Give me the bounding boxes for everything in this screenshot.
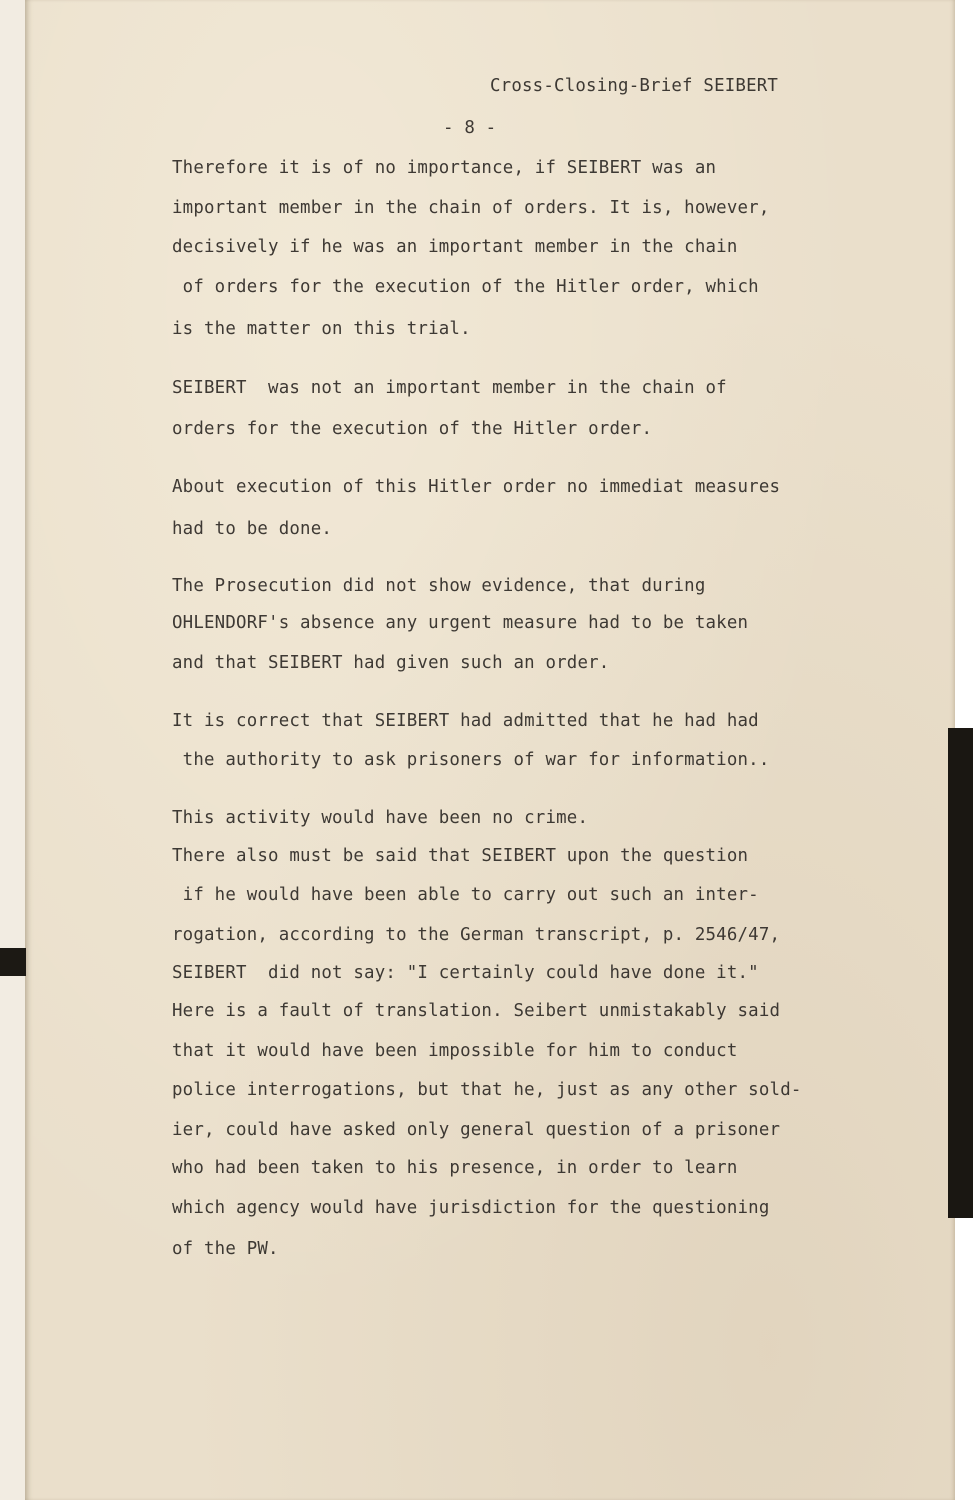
text-line: rogation, according to the German transcript, p. 2546/47, <box>172 925 781 945</box>
text-line: who had been taken to his presence, in order to learn <box>172 1158 738 1178</box>
text-line: police interrogations, but that he, just as any other sold- <box>172 1080 802 1100</box>
page-number: - 8 - <box>443 118 497 138</box>
running-header: Cross-Closing-Brief SEIBERT <box>490 76 779 96</box>
text-line: SEIBERT did not say: "I certainly could have done it." <box>172 963 759 983</box>
text-line: and that SEIBERT had given such an order. <box>172 653 610 673</box>
text-line: ier, could have asked only general question of a prisoner <box>172 1120 781 1140</box>
text-line: is the matter on this trial. <box>172 319 471 339</box>
text-line: had to be done. <box>172 519 333 539</box>
text-line: It is correct that SEIBERT had admitted that he had had <box>172 711 759 731</box>
text-line: that it would have been impossible for him to conduct <box>172 1041 738 1061</box>
text-line: of orders for the execution of the Hitler order, which <box>172 277 759 297</box>
text-line: important member in the chain of orders. It is, however, <box>172 198 770 218</box>
text-line: if he would have been able to carry out such an inter- <box>172 885 759 905</box>
text-line: the authority to ask prisoners of war for information.. <box>172 750 770 770</box>
text-line: This activity would have been no crime. <box>172 808 589 828</box>
text-line: Therefore it is of no importance, if SEIBERT was an <box>172 158 717 178</box>
binder-clip <box>0 948 26 976</box>
scan-left-margin <box>0 0 28 1500</box>
text-line: OHLENDORF's absence any urgent measure had to be taken <box>172 613 749 633</box>
text-line: There also must be said that SEIBERT upon the question <box>172 846 749 866</box>
text-line: The Prosecution did not show evidence, that during <box>172 576 706 596</box>
text-line: of the PW. <box>172 1239 279 1259</box>
binder-tab <box>948 728 973 1218</box>
text-line: SEIBERT was not an important member in the chain of <box>172 378 727 398</box>
text-line: orders for the execution of the Hitler order. <box>172 419 653 439</box>
text-line: decisively if he was an important member in the chain <box>172 237 738 257</box>
text-line: About execution of this Hitler order no immediat measures <box>172 477 781 497</box>
text-line: Here is a fault of translation. Seibert unmistakably said <box>172 1001 781 1021</box>
text-line: which agency would have jurisdiction for the questioning <box>172 1198 770 1218</box>
